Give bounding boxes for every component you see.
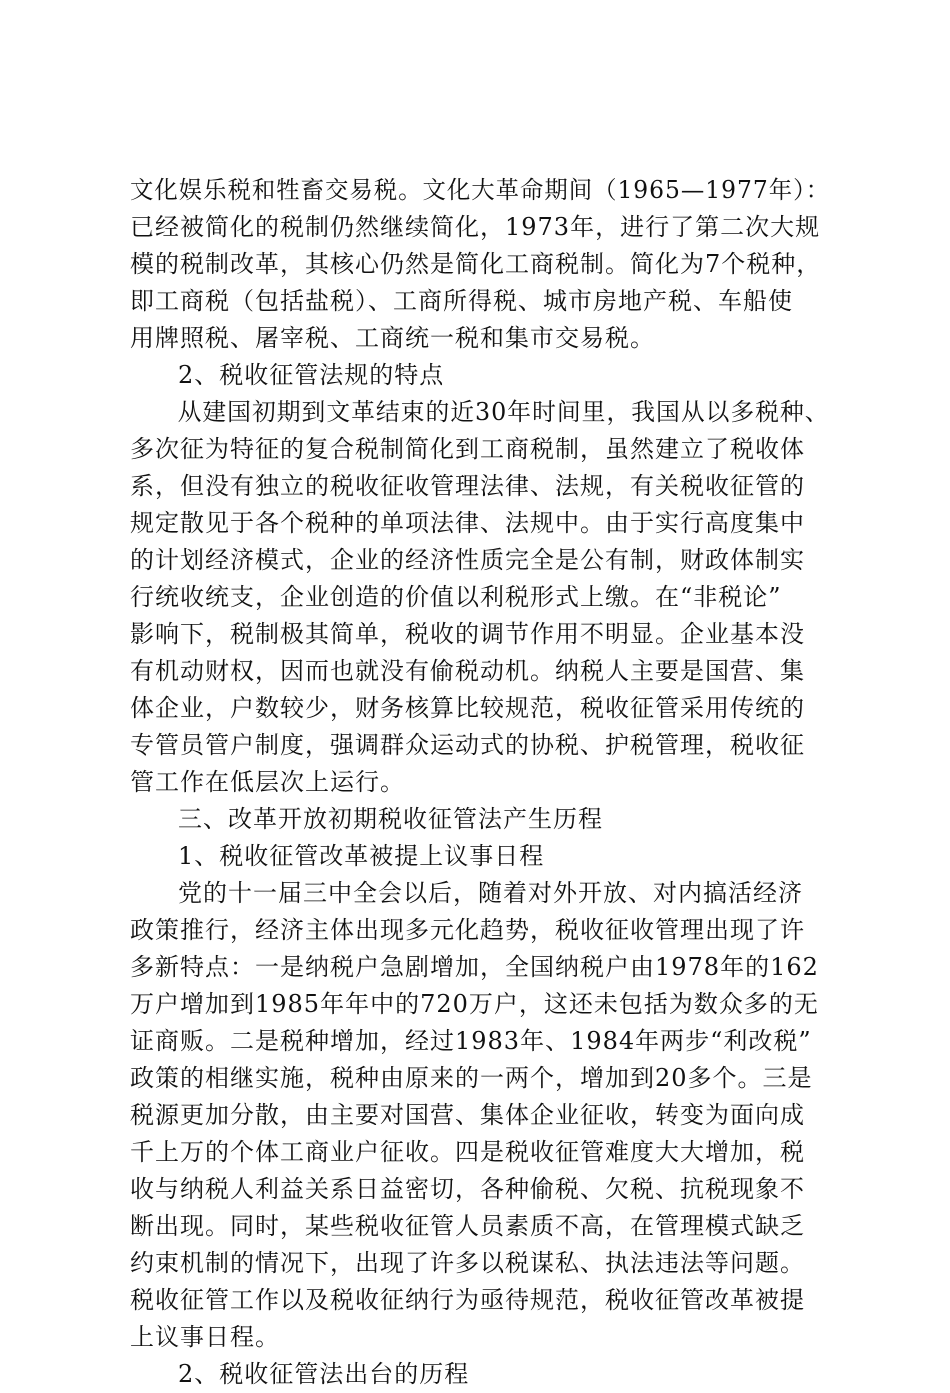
text-line: 收与纳税人利益关系日益密切，各种偷税、欠税、抗税现象不 (130, 1175, 805, 1203)
text-line: 文化娱乐税和牲畜交易税。文化大革命期间（1965—1977年）： (130, 176, 831, 204)
paragraph-first-line: 2、税收征管法规的特点 (178, 361, 445, 389)
document-body (130, 172, 830, 1393)
text-line: 规定散见于各个税种的单项法律、法规中。由于实行高度集中 (130, 509, 805, 537)
text-line: 上议事日程。 (130, 1323, 280, 1351)
paragraph-first-line: 三、改革开放初期税收征管法产生历程 (178, 805, 603, 833)
text-line: 即工商税（包括盐税）、工商所得税、城市房地产税、车船使 (130, 287, 793, 315)
document-page (130, 172, 830, 1393)
text-line: 行统收统支，企业创造的价值以利税形式上缴。在“非税论” (130, 583, 782, 611)
text-line: 系，但没有独立的税收征收管理法律、法规，有关税收征管的 (130, 472, 805, 500)
paragraph-first-line: 1、税收征管改革被提上议事日程 (178, 842, 545, 870)
text-line: 政策推行，经济主体出现多元化趋势，税收征收管理出现了许 (130, 916, 805, 944)
text-line: 的计划经济模式，企业的经济性质完全是公有制，财政体制实 (130, 546, 805, 574)
text-line: 用牌照税、屠宰税、工商统一税和集市交易税。 (130, 324, 655, 352)
text-line: 税收征管工作以及税收征纳行为亟待规范，税收征管改革被提 (130, 1286, 805, 1314)
text-line: 有机动财权，因而也就没有偷税动机。纳税人主要是国营、集 (130, 657, 805, 685)
paragraph-first-line: 2、税收征管法出台的历程 (178, 1360, 470, 1388)
text-line: 断出现。同时，某些税收征管人员素质不高，在管理模式缺乏 (130, 1212, 805, 1240)
text-line: 模的税制改革，其核心仍然是简化工商税制。简化为7个税种， (130, 250, 822, 278)
text-line: 约束机制的情况下，出现了许多以税谋私、执法违法等问题。 (130, 1249, 805, 1277)
text-line: 证商贩。二是税种增加，经过1983年、1984年两步“利改税” (130, 1027, 812, 1055)
text-line: 体企业，户数较少，财务核算比较规范，税收征管采用传统的 (130, 694, 805, 722)
text-line: 专管员管户制度，强调群众运动式的协税、护税管理，税收征 (130, 731, 805, 759)
text-line: 多新特点：一是纳税户急剧增加，全国纳税户由1978年的162 (130, 953, 819, 981)
text-line: 多次征为特征的复合税制简化到工商税制，虽然建立了税收体 (130, 435, 805, 463)
paragraph-first-line: 党的十一届三中全会以后，随着对外开放、对内搞活经济 (178, 879, 803, 907)
text-line: 万户增加到1985年年中的720万户，这还未包括为数众多的无 (130, 990, 819, 1018)
text-line: 税源更加分散，由主要对国营、集体企业征收，转变为面向成 (130, 1101, 805, 1129)
text-line: 已经被简化的税制仍然继续简化，1973年，进行了第二次大规 (130, 213, 821, 241)
text-line: 管工作在低层次上运行。 (130, 768, 405, 796)
text-line: 影响下，税制极其简单，税收的调节作用不明显。企业基本没 (130, 620, 805, 648)
paragraph-first-line: 从建国初期到文革结束的近30年时间里，我国从以多税种、 (177, 398, 830, 426)
text-line: 政策的相继实施，税种由原来的一两个，增加到20多个。三是 (130, 1064, 813, 1092)
text-line: 千上万的个体工商业户征收。四是税收征管难度大大增加，税 (130, 1138, 805, 1166)
